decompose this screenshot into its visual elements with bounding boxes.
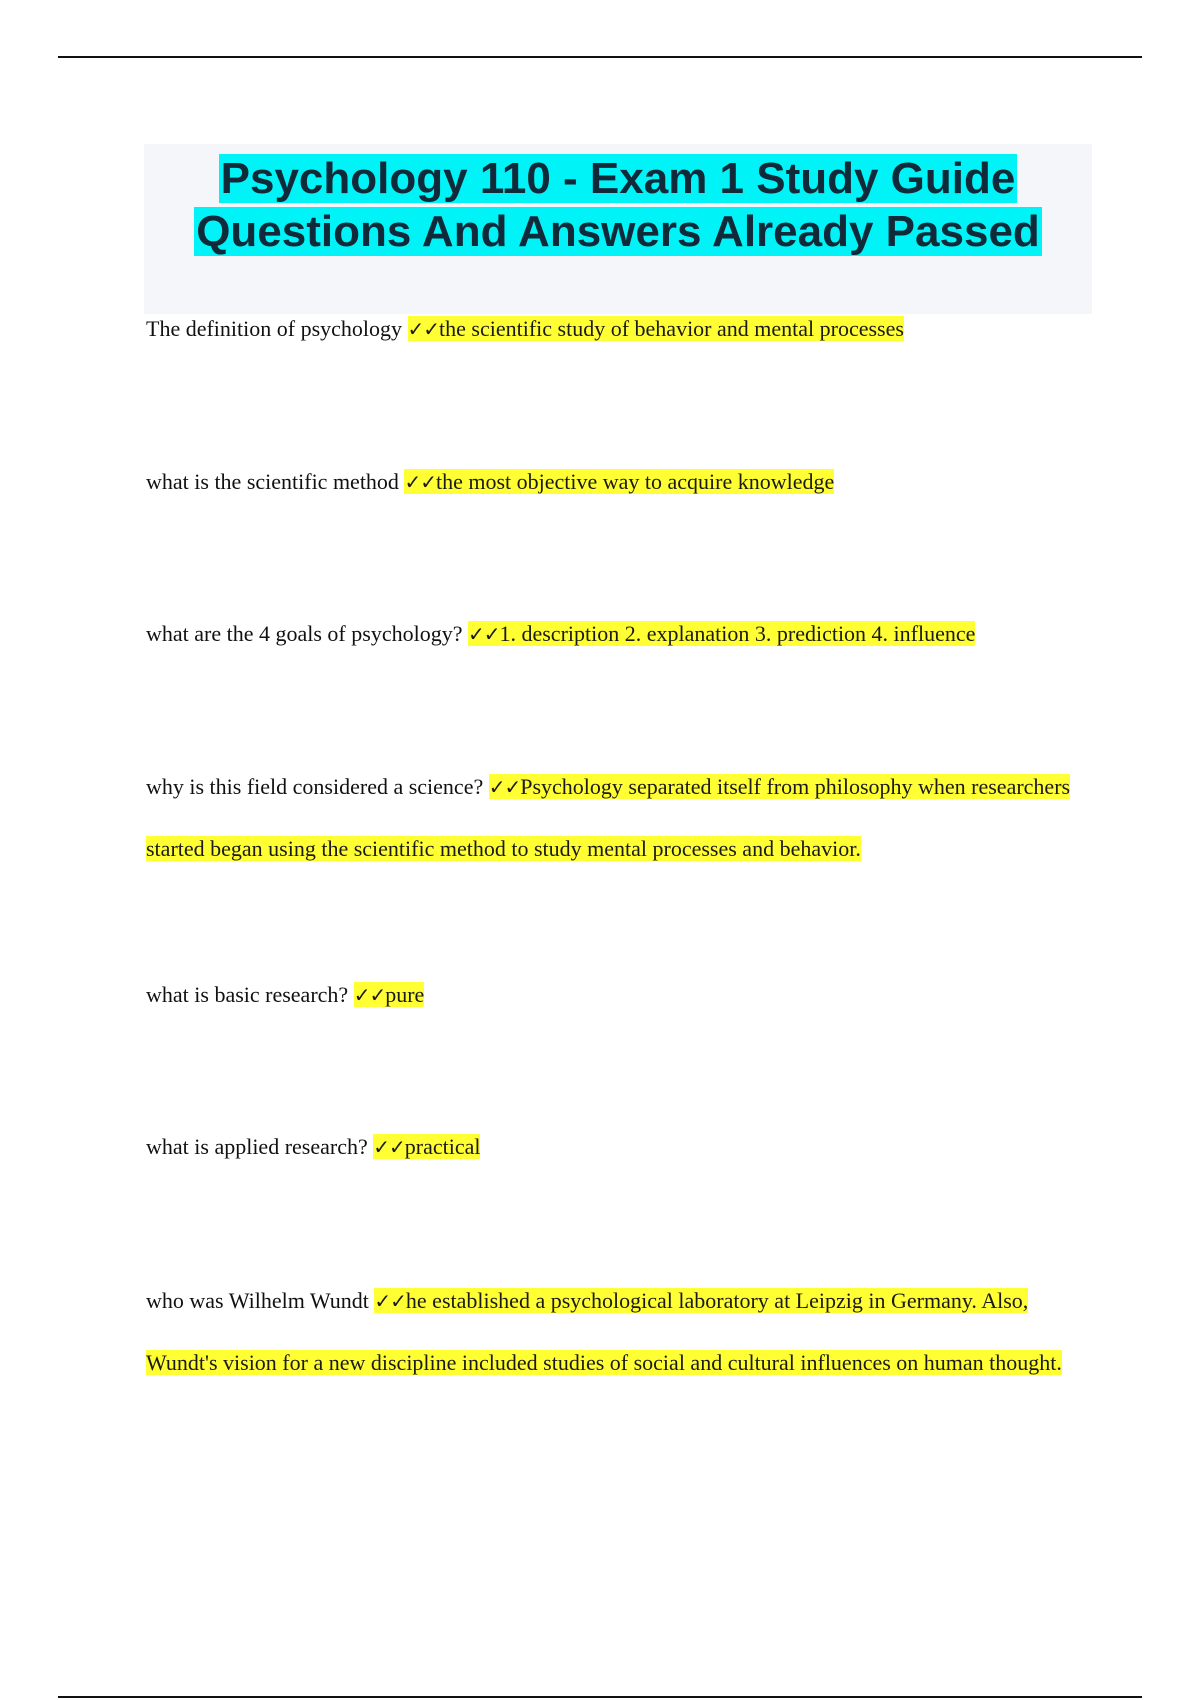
question-text: why is this field considered a science? bbox=[146, 774, 484, 799]
document-title bbox=[144, 144, 1092, 258]
question-text: The definition of psychology bbox=[146, 316, 403, 341]
double-check-icon: ✓✓ bbox=[404, 470, 436, 494]
answer-text: ✓✓the most objective way to acquire knowledge bbox=[404, 469, 835, 494]
qa-item bbox=[146, 1270, 1096, 1393]
question-text: who was Wilhelm Wundt bbox=[146, 1288, 369, 1313]
question-text: what is the scientific method bbox=[146, 469, 399, 494]
qa-item bbox=[146, 298, 1096, 360]
qa-item bbox=[146, 964, 1096, 1026]
qa-item bbox=[146, 1116, 1096, 1178]
double-check-icon: ✓✓ bbox=[353, 983, 386, 1007]
question-text: what are the 4 goals of psychology? bbox=[146, 621, 463, 646]
double-check-icon: ✓✓ bbox=[373, 1135, 405, 1159]
answer-text: ✓✓the scientific study of behavior and mental processes bbox=[407, 316, 904, 341]
answer-text: ✓✓he established a psychological laboratory at Leipzig in Germany. Also, Wundt's vision for a new discipline included studies of social and cultural influences on human thought. bbox=[146, 1288, 1062, 1375]
title-line-1: Psychology 110 - Exam 1 Study Guide bbox=[220, 154, 1016, 203]
qa-item bbox=[146, 451, 1096, 513]
title-block bbox=[144, 144, 1092, 314]
top-rule bbox=[58, 56, 1142, 58]
double-check-icon: ✓✓ bbox=[374, 1289, 406, 1313]
double-check-icon: ✓✓ bbox=[467, 622, 500, 646]
answer-text: ✓✓1. description 2. explanation 3. prediction 4. influence bbox=[467, 621, 976, 646]
double-check-icon: ✓✓ bbox=[407, 317, 440, 341]
question-text: what is applied research? bbox=[146, 1134, 368, 1159]
qa-item bbox=[146, 756, 1096, 879]
answer-text: ✓✓practical bbox=[373, 1134, 481, 1159]
double-check-icon: ✓✓ bbox=[488, 775, 521, 799]
bottom-rule bbox=[58, 1696, 1142, 1698]
qa-item bbox=[146, 603, 1096, 665]
answer-text: ✓✓Psychology separated itself from philosophy when researchers started began using the scientific method to study mental processes and behavior. bbox=[146, 774, 1071, 861]
title-line-2: Questions And Answers Already Passed bbox=[196, 207, 1040, 256]
answer-text: ✓✓pure bbox=[353, 982, 425, 1007]
question-text: what is basic research? bbox=[146, 982, 349, 1007]
